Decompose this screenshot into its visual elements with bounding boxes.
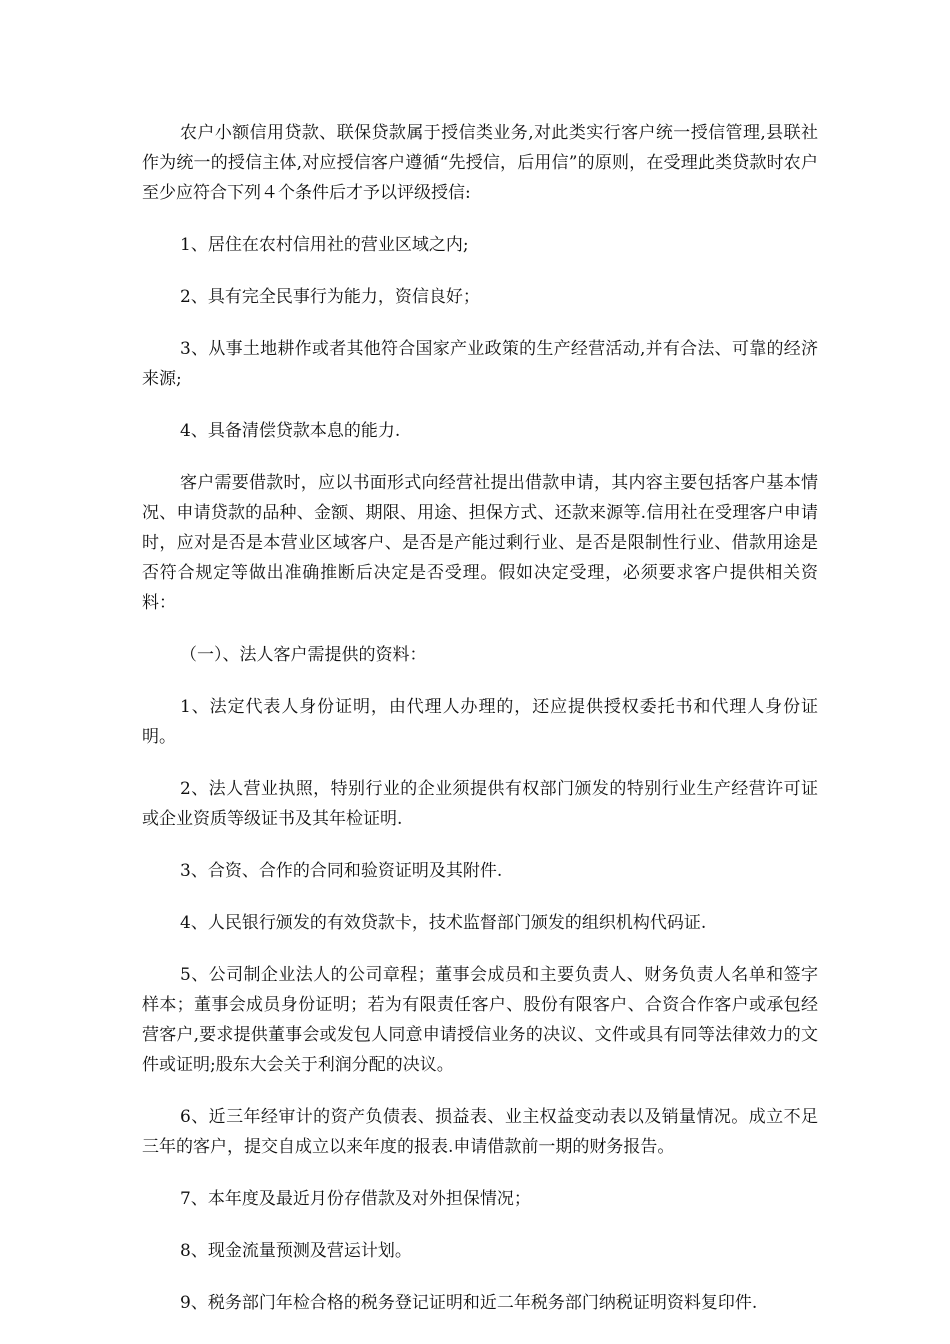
material-item-3: 3、合资、合作的合同和验资证明及其附件. <box>180 861 503 881</box>
condition-item-1: 1、居住在农村信用社的营业区域之内; <box>180 235 469 255</box>
condition-item-4: 4、具备清偿贷款本息的能力. <box>180 421 401 441</box>
section-heading-legal-person: （一）、法人客户需提供的资料： <box>180 645 427 665</box>
material-item-1: 1、法定代表人身份证明，由代理人办理的，还应提供授权委托书和代理人身份证明。 <box>142 697 818 747</box>
material-item-9: 9、税务部门年检合格的税务登记证明和近二年税务部门纳税证明资料复印件. <box>180 1293 758 1313</box>
material-item-8: 8、现金流量预测及营运计划。 <box>180 1241 412 1261</box>
paragraph-application: 客户需要借款时，应以书面形式向经营社提出借款申请，其内容主要包括客户基本情况、申请贷款的品种、金额、期限、用途、担保方式、还款来源等.信用社在受理客户申请时，应对是否是本营业区域客户、是否是产能过剩行业、是否是限制性行业、借款用途是否符合规定等做出准确推断后决定是否受理。假如决定受理，必须要求客户提供相关资料： <box>142 473 818 613</box>
paragraph-intro: 农户小额信用贷款、联保贷款属于授信类业务,对此类实行客户统一授信管理,县联社作为统一的授信主体,对应授信客户遵循“先授信，后用信”的原则，在受理此类贷款时农户至少应符合下列４个条件后才予以评级授信: <box>142 123 818 203</box>
document-body <box>142 118 818 1340</box>
material-item-7: 7、本年度及最近月份存借款及对外担保情况； <box>180 1189 531 1209</box>
material-item-2: 2、法人营业执照，特别行业的企业须提供有权部门颁发的特别行业生产经营许可证或企业资质等级证书及其年检证明. <box>142 779 818 829</box>
material-item-6: 6、近三年经审计的资产负债表、损益表、业主权益变动表以及销量情况。成立不足三年的客户，提交自成立以来年度的报表.申请借款前一期的财务报告。 <box>142 1107 818 1157</box>
condition-item-3: 3、从事土地耕作或者其他符合国家产业政策的生产经营活动,并有合法、可靠的经济来源; <box>142 339 818 389</box>
material-item-5: 5、公司制企业法人的公司章程；董事会成员和主要负责人、财务负责人名单和签字样本；董事会成员身份证明；若为有限责任客户、股份有限客户、合资合作客户或承包经营客户,要求提供董事会或发包人同意申请授信业务的决议、文件或具有同等法律效力的文件或证明;股东大会关于利润分配的决议。 <box>142 965 818 1075</box>
material-item-4: 4、人民银行颁发的有效贷款卡，技术监督部门颁发的组织机构代码证. <box>180 913 707 933</box>
condition-item-2: 2、具有完全民事行为能力，资信良好； <box>180 287 480 307</box>
